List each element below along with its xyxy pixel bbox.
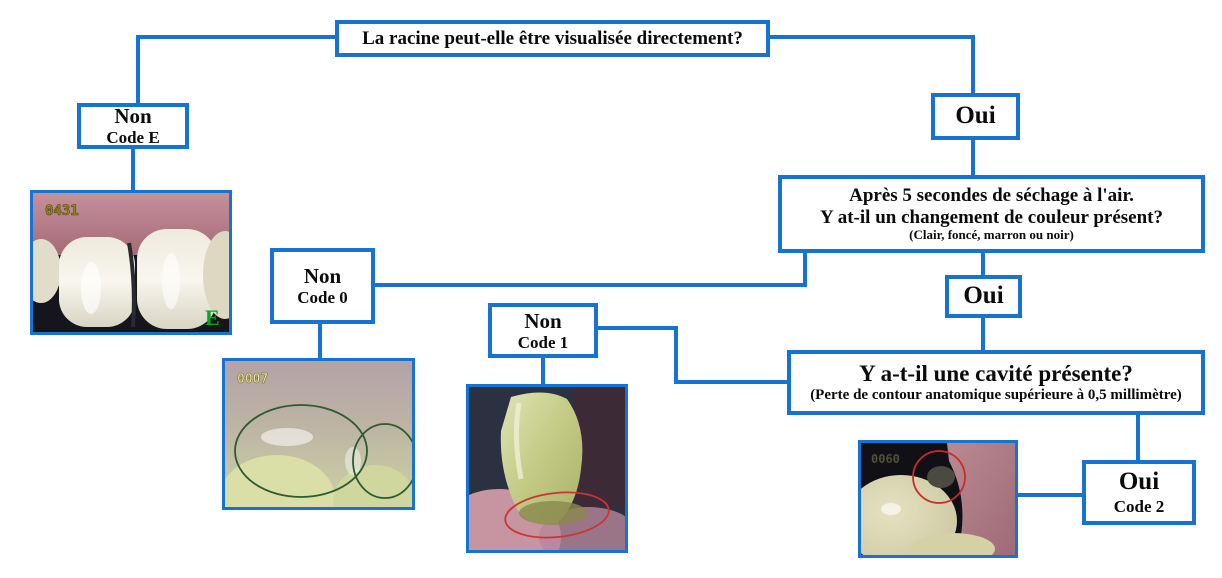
photo-e-timestamp: 0431 <box>45 203 79 219</box>
connector-non-e-to-photo <box>131 147 135 192</box>
connector-oui2-to-q3 <box>981 316 985 353</box>
decision-cavity-note: (Perte de contour anatomique supérieure à 0,5 millimètre) <box>810 387 1182 404</box>
decision-box-root-visible-text: La racine peut-elle être visualisée directement? <box>362 27 743 49</box>
answer-non-label: Non <box>114 104 152 129</box>
photo-code-e <box>30 190 232 335</box>
decision-box-color-change <box>778 175 1205 253</box>
connector-q1-to-oui-h <box>766 35 975 39</box>
photo-2-timestamp: 0060 <box>871 452 900 466</box>
code-e-label: Code E <box>106 128 160 148</box>
connector-non1-to-q3-v <box>674 326 678 384</box>
photo-e-overlay-letter: E <box>205 305 220 330</box>
connector-q2-to-non0-v <box>803 251 807 287</box>
connector-q1-to-non-e-h <box>138 35 339 39</box>
photo-code-1-image <box>469 387 625 550</box>
connector-q2-to-oui2 <box>981 251 985 278</box>
photo-code-0-image <box>225 361 412 507</box>
photo-2-cavity <box>927 466 955 488</box>
photo-2-highlight <box>881 503 901 515</box>
photo-code-1 <box>466 384 628 553</box>
answer-oui-label: Oui <box>1118 468 1160 496</box>
decision-color-change-line2: Y at-il un changement de couleur présent? <box>819 206 1164 228</box>
decision-color-change-note: (Clair, foncé, marron ou noir) <box>909 227 1074 243</box>
answer-non-label: Non <box>303 264 342 289</box>
photo-code-2 <box>858 440 1018 558</box>
connector-q3-to-oui-code2 <box>1136 413 1140 462</box>
connector-q1-to-non-e-v <box>136 35 140 105</box>
photo-0-highlight <box>261 428 313 446</box>
code-2-label: Code 2 <box>1113 497 1165 517</box>
answer-box-non-code-e <box>77 103 189 149</box>
photo-1-discoloration <box>519 501 587 525</box>
answer-box-oui-2 <box>945 275 1022 318</box>
photo-code-0 <box>222 358 415 510</box>
answer-box-oui-1 <box>931 93 1020 140</box>
code-0-label: Code 0 <box>297 288 348 308</box>
answer-box-non-code-1 <box>488 303 598 358</box>
photo-0-timestamp: 0007 <box>237 372 269 387</box>
photo-code-2-image <box>861 443 1015 555</box>
answer-oui-label: Oui <box>955 102 996 130</box>
code-1-label: Code 1 <box>517 332 569 352</box>
photo-code-e-image <box>33 193 229 332</box>
photo-e-highlight <box>81 262 101 314</box>
connector-photo2-to-oui-code2 <box>1015 493 1084 497</box>
decision-box-root-visible <box>335 20 770 57</box>
connector-oui1-to-q2 <box>971 138 975 178</box>
photo-e-highlight <box>162 253 180 309</box>
answer-non-label: Non <box>524 308 562 333</box>
answer-oui-label: Oui <box>963 282 1004 310</box>
answer-box-oui-code-2 <box>1082 460 1196 525</box>
connector-non0-to-photo <box>318 322 322 360</box>
decision-box-cavity-present <box>787 350 1205 415</box>
decision-cavity-question: Y a-t-il une cavité présente? <box>859 360 1133 386</box>
connector-q1-to-oui-v <box>971 35 975 95</box>
connector-q2-to-non0-h <box>371 283 807 287</box>
answer-box-non-code-0 <box>270 248 375 324</box>
decision-color-change-line1: Après 5 secondes de séchage à l'air. <box>849 184 1134 206</box>
connector-non1-to-q3-h2 <box>674 380 790 384</box>
connector-non1-to-q3-h1 <box>596 326 678 330</box>
connector-non1-to-photo <box>541 356 545 386</box>
